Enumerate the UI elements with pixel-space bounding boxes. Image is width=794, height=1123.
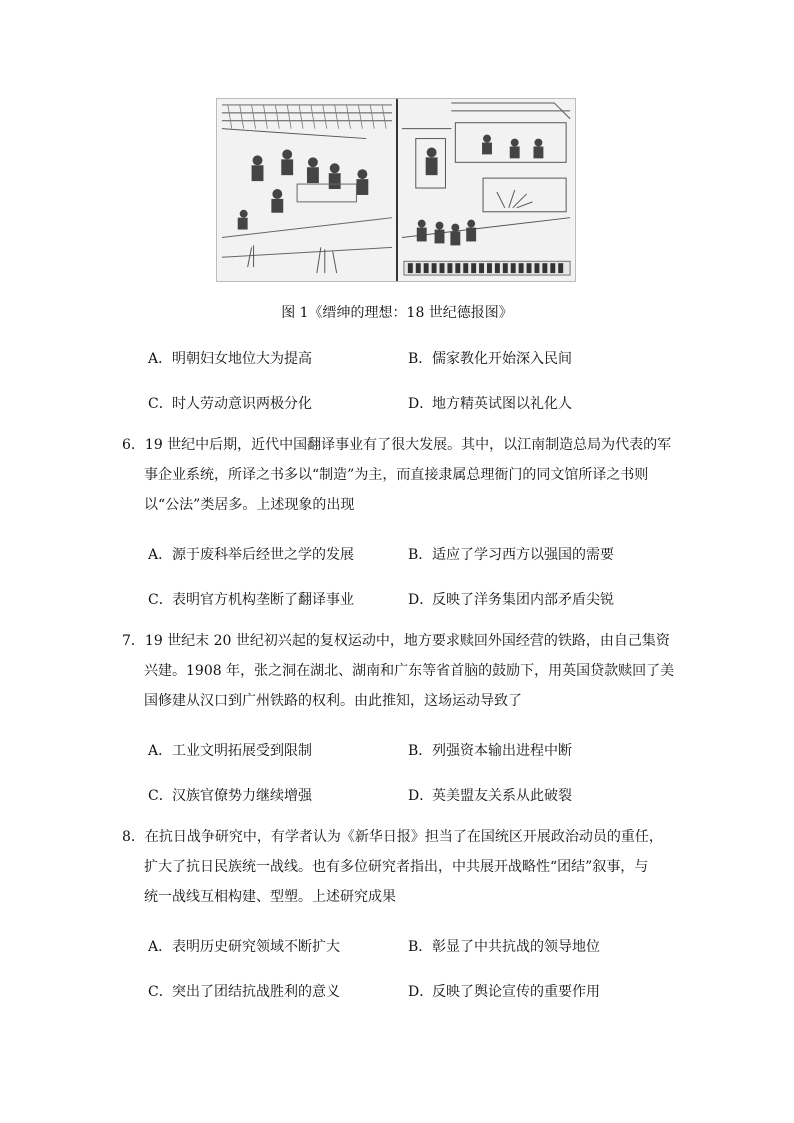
option-letter: C． <box>148 592 173 608</box>
question-6 <box>122 430 674 520</box>
option-letter: A． <box>148 743 173 759</box>
option-b[interactable] <box>408 544 614 564</box>
option-text: 反映了舆论宣传的重要作用 <box>432 984 600 1000</box>
option-b[interactable] <box>408 348 572 368</box>
option-a[interactable] <box>148 348 312 368</box>
option-letter: B． <box>408 743 433 759</box>
question-8 <box>122 822 674 912</box>
option-letter: B． <box>408 351 433 367</box>
option-text: 源于废科举后经世之学的发展 <box>172 547 354 563</box>
option-text: 儒家教化开始深入民间 <box>432 351 572 367</box>
option-d[interactable] <box>408 785 572 805</box>
question-text-line: 以“公法”类居多。上述现象的出现 <box>144 497 355 513</box>
option-letter: D． <box>408 788 434 804</box>
figure-caption: 图 1《缙绅的理想：18 世纪德报图》 <box>281 305 513 321</box>
question-text-line: 扩大了抗日民族统一战线。也有多位研究者指出，中共展开战略性“团结”叙事，与 <box>144 859 649 875</box>
question-text-line: 统一战线互相构建、型塑。上述研究成果 <box>144 889 396 905</box>
option-letter: D． <box>408 396 434 412</box>
option-c[interactable] <box>148 393 312 413</box>
question-text-line: 8．在抗日战争研究中，有学者认为《新华日报》担当了在国统区开展政治动员的重任， <box>122 829 663 845</box>
option-text: 突出了团结抗战胜利的意义 <box>172 984 340 1000</box>
option-text: 表明历史研究领域不断扩大 <box>172 939 340 955</box>
option-b[interactable] <box>408 936 600 956</box>
option-letter: B． <box>408 939 433 955</box>
option-text: 明朝妇女地位大为提高 <box>172 351 312 367</box>
option-c[interactable] <box>148 589 354 609</box>
option-text: 适应了学习西方以强国的需要 <box>432 547 614 563</box>
option-text: 列强资本输出进程中断 <box>432 743 572 759</box>
option-letter: A． <box>148 547 173 563</box>
option-text: 反映了洋务集团内部矛盾尖锐 <box>432 592 614 608</box>
option-c[interactable] <box>148 981 340 1001</box>
option-b[interactable] <box>408 740 572 760</box>
option-a[interactable] <box>148 544 354 564</box>
option-text: 表明官方机构垄断了翻译事业 <box>172 592 354 608</box>
option-d[interactable] <box>408 589 614 609</box>
option-text: 地方精英试图以礼化人 <box>432 396 572 412</box>
woodblock-illustration <box>216 98 576 282</box>
option-letter: A． <box>148 351 173 367</box>
question-text-line: 6．19 世纪中后期，近代中国翻译事业有了很大发展。其中，以江南制造总局为代表的军 <box>122 437 672 453</box>
option-letter: D． <box>408 984 434 1000</box>
option-letter: D． <box>408 592 434 608</box>
question-text-line: 兴建。1908 年，张之洞在湖北、湖南和广东等省首脑的鼓励下，用英国贷款赎回了美 <box>144 663 675 679</box>
option-text: 时人劳动意识两极分化 <box>172 396 312 412</box>
option-letter: C． <box>148 984 173 1000</box>
option-letter: C． <box>148 788 173 804</box>
option-text: 彰显了中共抗战的领导地位 <box>432 939 600 955</box>
option-c[interactable] <box>148 785 312 805</box>
option-a[interactable] <box>148 740 312 760</box>
question-text-line: 国修建从汉口到广州铁路的权利。由此推知，这场运动导致了 <box>144 693 522 709</box>
option-text: 汉族官僚势力继续增强 <box>172 788 312 804</box>
option-d[interactable] <box>408 981 600 1001</box>
question-text-line: 7．19 世纪末 20 世纪初兴起的复权运动中，地方要求赎回外国经营的铁路，由自己集资 <box>122 633 670 649</box>
option-a[interactable] <box>148 936 340 956</box>
question-7 <box>122 626 674 716</box>
option-letter: B． <box>408 547 433 563</box>
option-letter: C． <box>148 396 173 412</box>
option-text: 英美盟友关系从此破裂 <box>432 788 572 804</box>
option-d[interactable] <box>408 393 572 413</box>
option-letter: A． <box>148 939 173 955</box>
question-text-line: 事企业系统，所译之书多以“制造”为主，而直接隶属总理衙门的同文馆所译之书则 <box>144 467 649 483</box>
option-text: 工业文明拓展受到限制 <box>172 743 312 759</box>
